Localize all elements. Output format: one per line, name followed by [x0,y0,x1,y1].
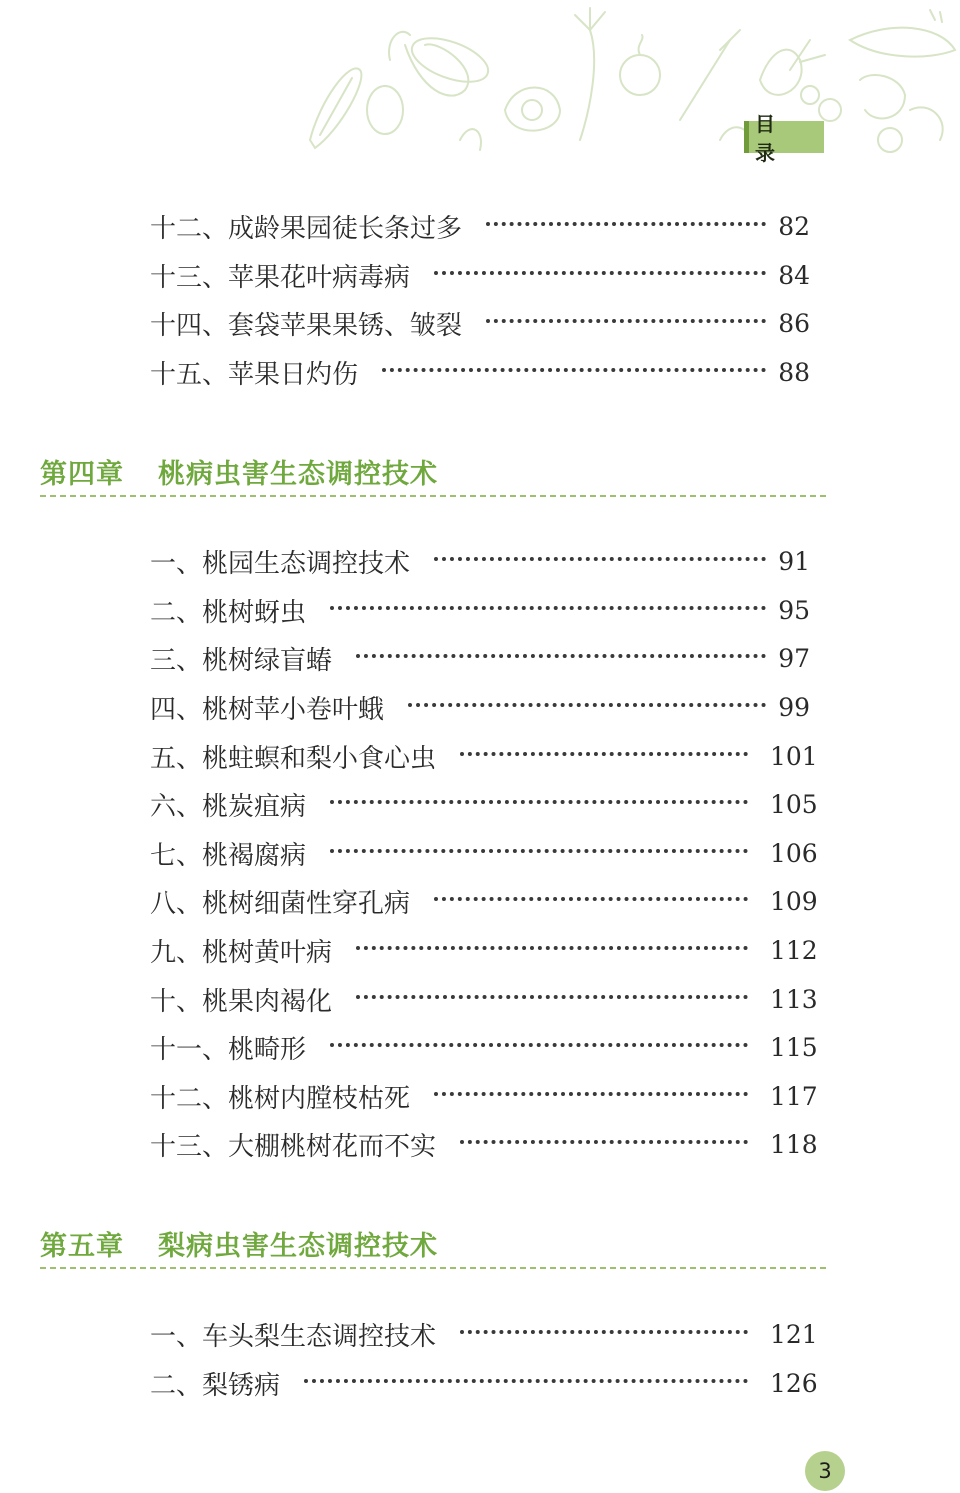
toc-entry[interactable] [150,255,810,295]
toc-entry[interactable] [150,833,818,873]
toc-entry-page: 101 [770,741,818,771]
toc-entry-page: 117 [770,1081,818,1111]
leader-dots [486,222,766,226]
toc-entry[interactable] [150,638,810,678]
toc-entry-title: 二、梨锈病 [150,1370,281,1401]
leader-dots [330,1043,748,1047]
leader-dots [356,654,766,658]
toc-entry-title: 十二、桃树内膛枝枯死 [150,1083,411,1114]
toc-entry-page: 105 [770,789,818,819]
toc-entry-title: 十二、成龄果园徒长条过多 [150,213,463,244]
leader-dots [460,752,748,756]
toc-entry-title: 一、车头梨生态调控技术 [150,1321,437,1352]
toc-entry-page: 106 [770,838,818,868]
toc-entry-page: 86 [778,308,810,338]
toc-entry-page: 118 [770,1129,818,1159]
leader-dots [356,995,748,999]
toc-entry-title: 十四、套袋苹果果锈、皱裂 [150,310,463,341]
toc-entry-page: 82 [778,211,810,241]
toc-entry-page: 126 [770,1368,818,1398]
leader-dots [486,319,766,323]
toc-entry[interactable] [150,1076,818,1116]
toc-entry-page: 112 [770,935,818,965]
chapter-divider [40,1267,826,1269]
leader-dots [434,897,748,901]
chapter-number: 第四章 [40,458,124,490]
toc-entry[interactable] [150,1027,818,1067]
toc-entry-title: 五、桃蛀螟和梨小食心虫 [150,743,437,774]
toc-entry[interactable] [150,352,810,392]
toc-entry-title: 七、桃褐腐病 [150,840,307,871]
toc-entry[interactable] [150,590,810,630]
toc-entry-title: 十三、大棚桃树花而不实 [150,1131,437,1162]
toc-entry-title: 十三、苹果花叶病毒病 [150,262,411,293]
leader-dots [382,368,766,372]
toc-entry-title: 四、桃树苹小卷叶蛾 [150,694,385,725]
page-number-badge: 3 [805,1451,845,1491]
chapter-title: 梨病虫害生态调控技术 [158,1230,438,1262]
leader-dots [434,271,766,275]
leader-dots [460,1140,748,1144]
leader-dots [460,1330,748,1334]
toc-entry-page: 121 [770,1319,818,1349]
toc-entry-title: 十、桃果肉褐化 [150,986,333,1017]
toc-entry-page: 95 [778,595,810,625]
chapter-title: 桃病虫害生态调控技术 [158,458,438,490]
leader-dots [330,800,748,804]
toc-entry-title: 十一、桃畸形 [150,1034,307,1065]
leader-dots [434,557,766,561]
leader-dots [330,606,766,610]
toc-entry-title: 三、桃树绿盲蝽 [150,645,333,676]
toc-entry[interactable] [150,541,810,581]
leader-dots [356,946,748,950]
leader-dots [330,849,748,853]
leader-dots [408,703,766,707]
toc-entry[interactable] [150,979,818,1019]
toc-entry[interactable] [150,881,818,921]
toc-entry[interactable] [150,1314,818,1354]
toc-entry-title: 二、桃树蚜虫 [150,597,307,628]
toc-entry[interactable] [150,687,810,727]
toc-entry-page: 99 [778,692,810,722]
vegetable-sketch-decoration-icon [290,0,960,165]
toc-entry[interactable] [150,736,818,776]
toc-entry[interactable] [150,784,818,824]
toc-entry-title: 六、桃炭疽病 [150,791,307,822]
toc-entry-page: 115 [770,1032,818,1062]
chapter-heading[interactable] [40,451,830,491]
toc-entry-page: 84 [778,260,810,290]
toc-entry-page: 109 [770,886,818,916]
toc-entry[interactable] [150,1363,818,1403]
toc-entry-page: 91 [778,546,810,576]
toc-entry-title: 十五、苹果日灼伤 [150,359,359,390]
chapter-heading[interactable] [40,1223,830,1263]
chapter-number: 第五章 [40,1230,124,1262]
toc-entry-page: 113 [770,984,818,1014]
toc-entry[interactable] [150,930,818,970]
toc-entry-title: 八、桃树细菌性穿孔病 [150,888,411,919]
leader-dots [304,1379,748,1383]
toc-entry[interactable] [150,303,810,343]
chapter-divider [40,495,826,497]
leader-dots [434,1092,748,1096]
toc-entry-page: 97 [778,643,810,673]
toc-entry-title: 一、桃园生态调控技术 [150,548,411,579]
section-tag: 目 录 [744,121,824,153]
toc-entry[interactable] [150,206,810,246]
toc-entry[interactable] [150,1124,818,1164]
toc-entry-page: 88 [778,357,810,387]
toc-entry-title: 九、桃树黄叶病 [150,937,333,968]
